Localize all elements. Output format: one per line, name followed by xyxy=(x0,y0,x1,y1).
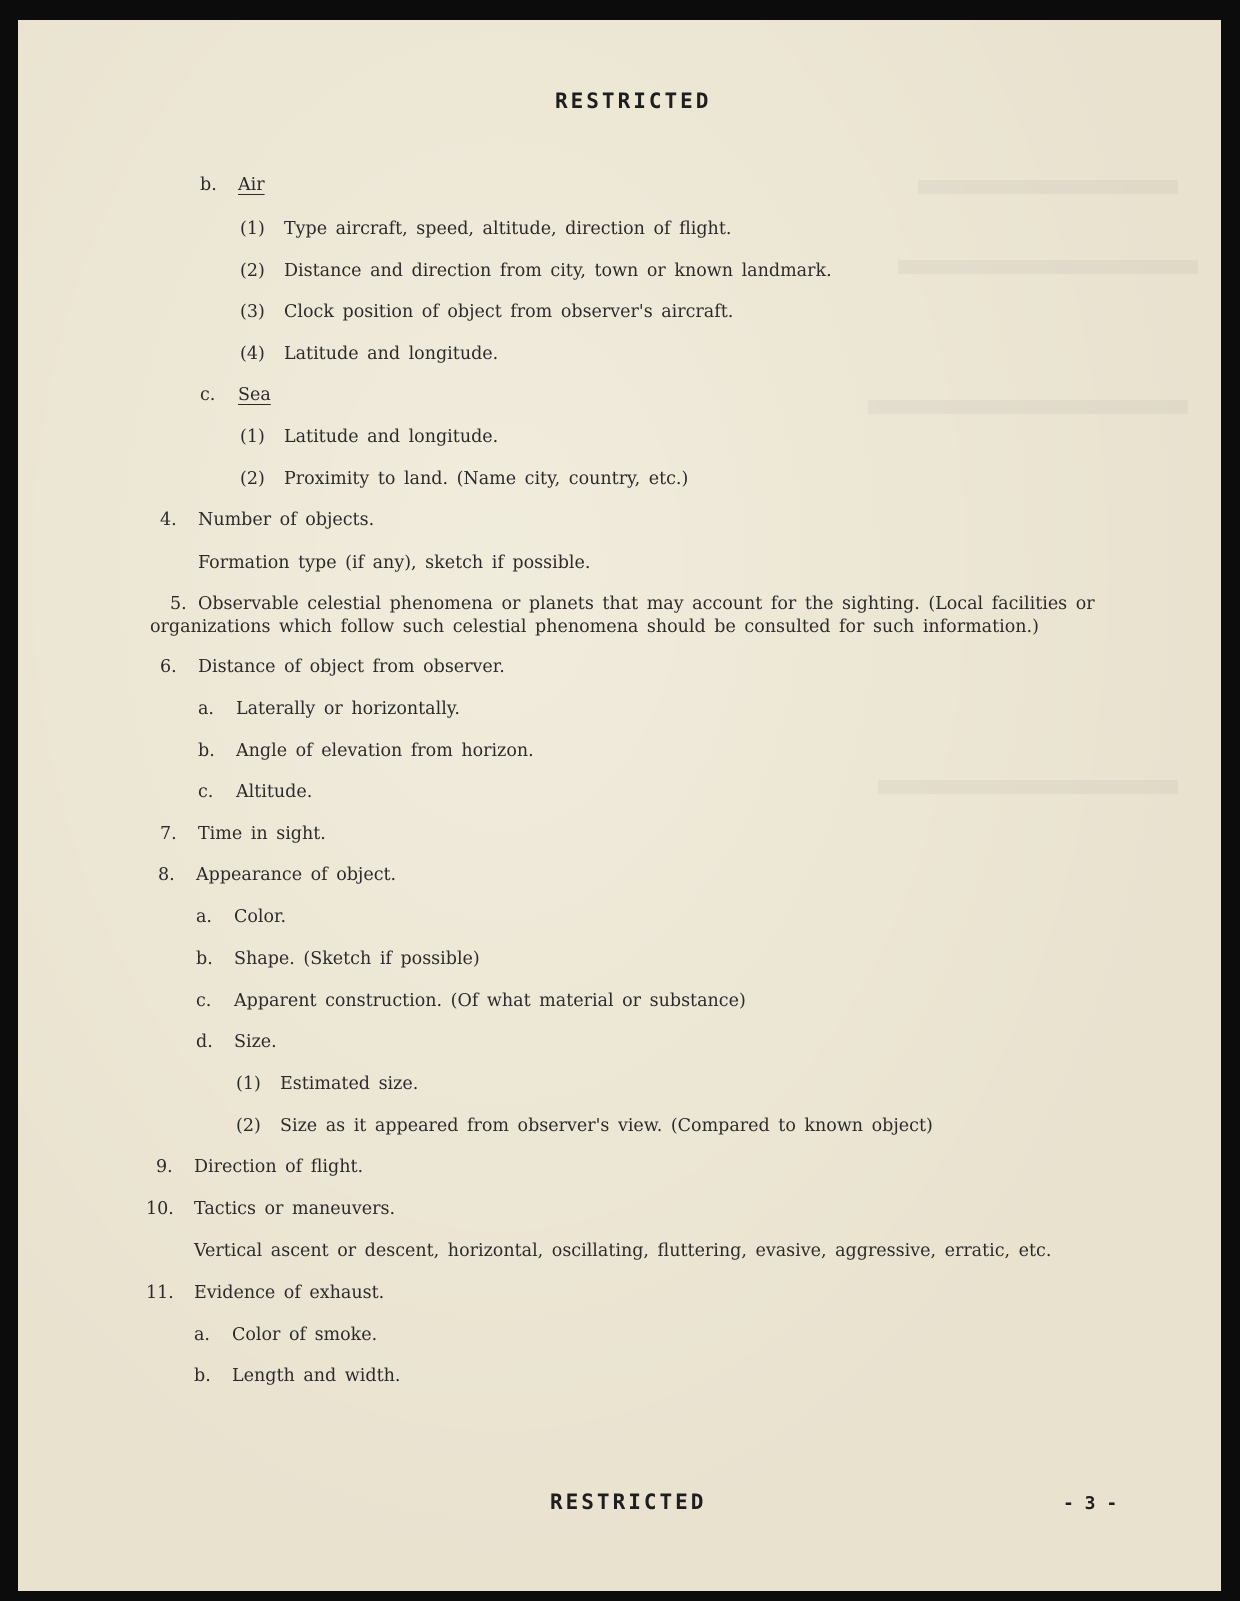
item-marker: b. xyxy=(194,1366,211,1386)
list-item xyxy=(196,1032,277,1052)
item-text: Observable celestial phenomena or planets that may account for the sighting. (Local facilities or organizations which follow such celestial phenomena should be consulted for such information.) xyxy=(150,594,1095,637)
item-marker: c. xyxy=(198,782,214,802)
item-text: Proximity to land. (Name city, country, etc.) xyxy=(284,469,689,489)
item-marker: (1) xyxy=(236,1074,261,1094)
item-text: Direction of flight. xyxy=(194,1157,364,1177)
list-item xyxy=(200,175,265,195)
item-marker: 10. xyxy=(146,1199,174,1219)
item-text: Color. xyxy=(234,907,287,927)
document-page xyxy=(18,20,1221,1591)
item-marker: 5. xyxy=(170,594,187,614)
item-marker: c. xyxy=(200,385,216,405)
list-item xyxy=(240,469,688,489)
list-item xyxy=(196,991,746,1011)
item-marker: 11. xyxy=(146,1283,174,1303)
classification-header: RESTRICTED xyxy=(555,89,712,113)
item-text: Distance and direction from city, town or known landmark. xyxy=(284,261,832,281)
bleed-through-mark xyxy=(918,180,1178,194)
list-item xyxy=(196,907,286,927)
item-text: Time in sight. xyxy=(198,824,326,844)
item-text: Latitude and longitude. xyxy=(284,344,499,364)
list-item xyxy=(158,865,396,885)
list-item xyxy=(240,302,733,322)
list-item xyxy=(196,949,480,969)
item-text: Distance of object from observer. xyxy=(198,657,505,677)
list-item xyxy=(236,1116,933,1136)
item-text: Number of objects. xyxy=(198,510,375,530)
list-item xyxy=(194,1366,400,1386)
item-marker: 4. xyxy=(160,510,177,530)
item-text: Air xyxy=(238,175,265,195)
item-text: Shape. (Sketch if possible) xyxy=(234,949,480,969)
list-item xyxy=(200,385,271,405)
item-marker: (1) xyxy=(240,219,265,239)
item-marker: (2) xyxy=(240,469,265,489)
list-item xyxy=(240,344,498,364)
item-marker: c. xyxy=(196,991,212,1011)
classification-footer: RESTRICTED xyxy=(550,1490,707,1514)
item-marker: a. xyxy=(196,907,212,927)
item-marker: 8. xyxy=(158,865,175,885)
item-marker: d. xyxy=(196,1032,213,1052)
list-item xyxy=(156,1157,363,1177)
list-item xyxy=(160,510,374,530)
list-item xyxy=(198,782,312,802)
item-marker: (2) xyxy=(236,1116,261,1136)
item-text: Length and width. xyxy=(232,1366,401,1386)
item-marker: (1) xyxy=(240,427,265,447)
item-text: Vertical ascent or descent, horizontal, oscillating, fluttering, evasive, aggressive, erratic, etc. xyxy=(194,1241,1052,1261)
item-text: Altitude. xyxy=(236,782,313,802)
list-item xyxy=(160,824,326,844)
item-text: Size. xyxy=(234,1032,277,1052)
item-text: Appearance of object. xyxy=(196,865,397,885)
list-item xyxy=(194,1325,377,1345)
item-text: Color of smoke. xyxy=(232,1325,378,1345)
item-text: Type aircraft, speed, altitude, direction of flight. xyxy=(284,219,732,239)
list-item xyxy=(198,553,590,573)
item-marker: b. xyxy=(198,741,215,761)
item-text: Estimated size. xyxy=(280,1074,419,1094)
item-text: Formation type (if any), sketch if possible. xyxy=(198,553,591,573)
item-text: Tactics or maneuvers. xyxy=(194,1199,396,1219)
list-item xyxy=(160,657,505,677)
list-item xyxy=(240,261,832,281)
item-text: Laterally or horizontally. xyxy=(236,699,460,719)
item-marker: a. xyxy=(194,1325,210,1345)
item-text: Sea xyxy=(238,385,271,405)
bleed-through-mark xyxy=(898,260,1198,274)
item-marker: (4) xyxy=(240,344,265,364)
item-marker: a. xyxy=(198,699,214,719)
item-text: Apparent construction. (Of what material or substance) xyxy=(234,991,746,1011)
item-text: Size as it appeared from observer's view. (Compared to known object) xyxy=(280,1116,933,1136)
list-item xyxy=(198,741,534,761)
list-item xyxy=(194,1241,1051,1261)
item-text: Latitude and longitude. xyxy=(284,427,499,447)
item-marker: (3) xyxy=(240,302,265,322)
item-marker: b. xyxy=(196,949,213,969)
item-marker: (2) xyxy=(240,261,265,281)
list-item xyxy=(146,1199,395,1219)
list-item xyxy=(198,699,460,719)
list-item xyxy=(240,427,498,447)
item-marker: 7. xyxy=(160,824,177,844)
list-item xyxy=(150,593,1146,639)
item-text: Evidence of exhaust. xyxy=(194,1283,385,1303)
list-item xyxy=(240,219,731,239)
list-item xyxy=(236,1074,418,1094)
item-marker: 6. xyxy=(160,657,177,677)
item-text: Clock position of object from observer's aircraft. xyxy=(284,302,734,322)
item-marker: b. xyxy=(200,175,217,195)
bleed-through-mark xyxy=(868,400,1188,414)
page-number: - 3 - xyxy=(1063,1493,1118,1514)
item-marker: 9. xyxy=(156,1157,173,1177)
bleed-through-mark xyxy=(878,780,1178,794)
list-item xyxy=(146,1283,384,1303)
item-text: Angle of elevation from horizon. xyxy=(236,741,534,761)
